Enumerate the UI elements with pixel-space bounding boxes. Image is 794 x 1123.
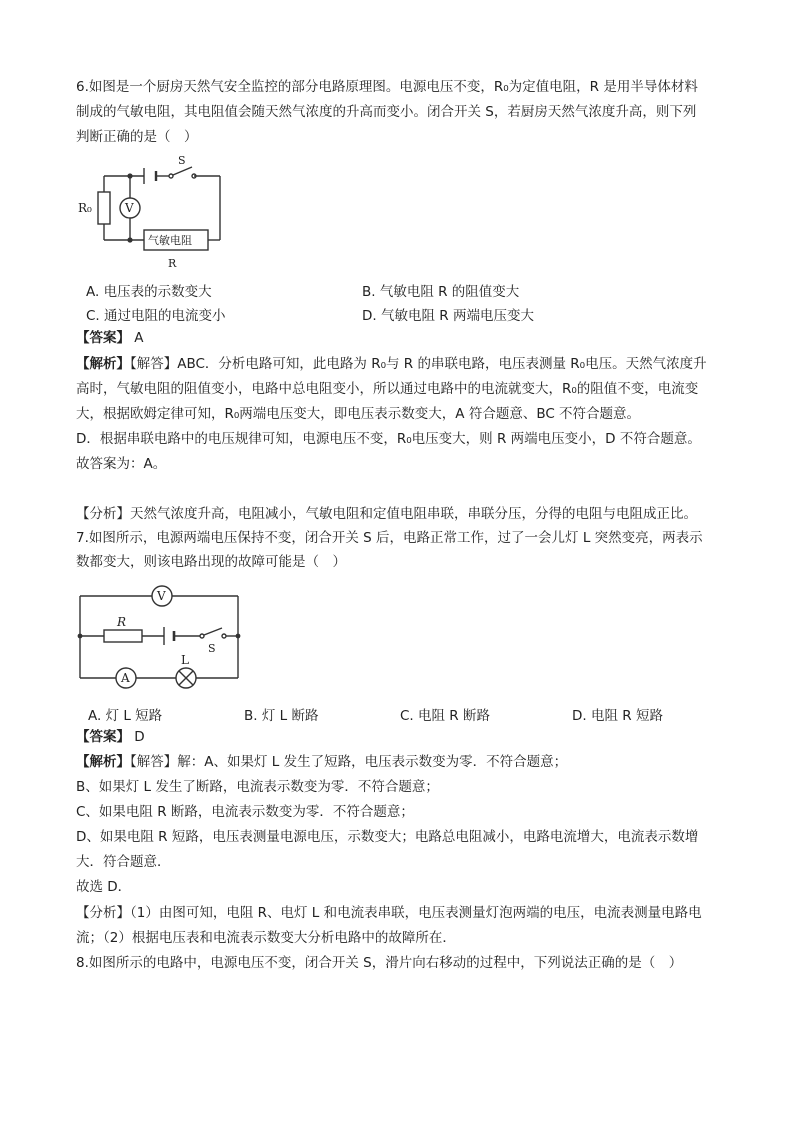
q6-answer-tag: 【答案】 [76,330,130,346]
q6-circuit-diagram [74,152,234,274]
q6-option-d: D. 气敏电阻 R 两端电压变大 [362,308,534,324]
q6-r0-label: R₀ [78,201,92,215]
q7-r-label: R [117,615,127,629]
q6-option-a: A. 电压表的示数变大 [86,284,212,300]
q7-voltmeter-label: V [157,589,166,603]
q6-stem-line3: 判断正确的是（ ） [76,129,198,145]
q6-analysis: 【分析】天然气浓度升高，电阻减小，气敏电阻和定值电阻串联，串联分压，分得的电阻与电阻成正比。 [76,506,697,522]
q7-explanation-line6: 故选 D． [76,879,132,895]
q7-circuit-diagram [74,582,246,694]
q7-answer-tag: 【答案】 [76,729,130,745]
q7-explanation-tag: 【解析】 [76,754,130,770]
q7-option-c: C. 电阻 R 断路 [400,708,490,724]
q7-analysis-line1: 【分析】（1）由图可知，电阻 R、电灯 L 和电流表串联，电压表测量灯泡两端的电压，电流表测量电路电 [76,905,702,921]
q7-stem-line2: 数都变大，则该电路出现的故障可能是（ ） [76,554,346,570]
q6-answer [76,328,144,348]
q6-explanation-tag: 【解析】 [76,356,130,372]
q7-explanation-line5: 大．符合题意． [76,854,171,870]
q7-answer [76,727,145,747]
q6-explanation-line3: 大，根据欧姆定律可知，R₀两端电压变大，即电压表示数变大，A 符合题意、BC 不符合题意。 [76,406,641,422]
q7-explanation-text1: 【解答】解：A、如果灯 L 发生了短路，电压表示数变为零．不符合题意； [130,754,568,770]
q7-option-a: A. 灯 L 短路 [88,708,163,724]
q6-r-label: R [168,257,177,270]
q6-option-c: C. 通过电阻的电流变小 [86,308,226,324]
q7-stem-line1: 7.如图所示，电源两端电压保持不变，闭合开关 S 后，电路正常工作，过了一会儿灯 L 突然变亮，两表示 [76,530,703,546]
q7-analysis-line2: 流；（2）根据电压表和电流表示数变大分析电路中的故障所在． [76,930,456,946]
q6-switch-label: S [178,154,186,167]
q6-explanation-line5: 故答案为：A。 [76,456,167,472]
q6-option-b: B. 气敏电阻 R 的阻值变大 [362,284,520,300]
q7-explanation-line2: B、如果灯 L 发生了断路，电流表示数变为零．不符合题意； [76,779,439,795]
q7-switch-label: S [208,642,216,655]
q7-explanation-line4: D、如果电阻 R 短路，电压表测量电源电压，示数变大；电路总电阻减小，电路电流增大，电流表示数增 [76,829,699,845]
q8-stem-line1: 8.如图所示的电路中，电源电压不变，闭合开关 S，滑片向右移动的过程中，下列说法正确的是（ ） [76,955,683,971]
q6-stem-line1: 6.如图是一个厨房天然气安全监控的部分电路原理图。电源电压不变，R₀为定值电阻，R 是用半导体材料 [76,79,698,95]
q7-lamp-label: L [181,653,189,667]
q7-explanation-line1 [76,752,567,772]
q6-explanation-line4: D．根据串联电路中的电压规律可知，电源电压不变，R₀电压变大，则 R 两端电压变小，D 不符合题意。 [76,431,701,447]
q7-answer-value: D [130,729,145,745]
q7-ammeter-label: A [121,671,130,685]
q6-answer-value: A [130,330,144,346]
q6-explanation-line2: 高时，气敏电阻的阻值变小，电路中总电阻变小，所以通过电路中的电流就变大，R₀的阻值不变，电流变 [76,381,699,397]
q6-explanation-text1: 【解答】ABC．分析电路可知，此电路为 R₀与 R 的串联电路，电压表测量 R₀电压。天然气浓度升 [130,356,707,372]
q7-explanation-line3: C、如果电阻 R 断路，电流表示数变为零．不符合题意； [76,804,414,820]
q6-stem-line2: 制成的气敏电阻，其电阻值会随天然气浓度的升高而变小。闭合开关 S，若厨房天然气浓度升高，则下列 [76,104,697,120]
q6-voltmeter-label: V [125,201,134,215]
q6-gas-resistor-label: 气敏电阻 [148,234,192,247]
q6-explanation-line1 [76,354,707,374]
q7-option-b: B. 灯 L 断路 [244,708,319,724]
q7-option-d: D. 电阻 R 短路 [572,708,663,724]
